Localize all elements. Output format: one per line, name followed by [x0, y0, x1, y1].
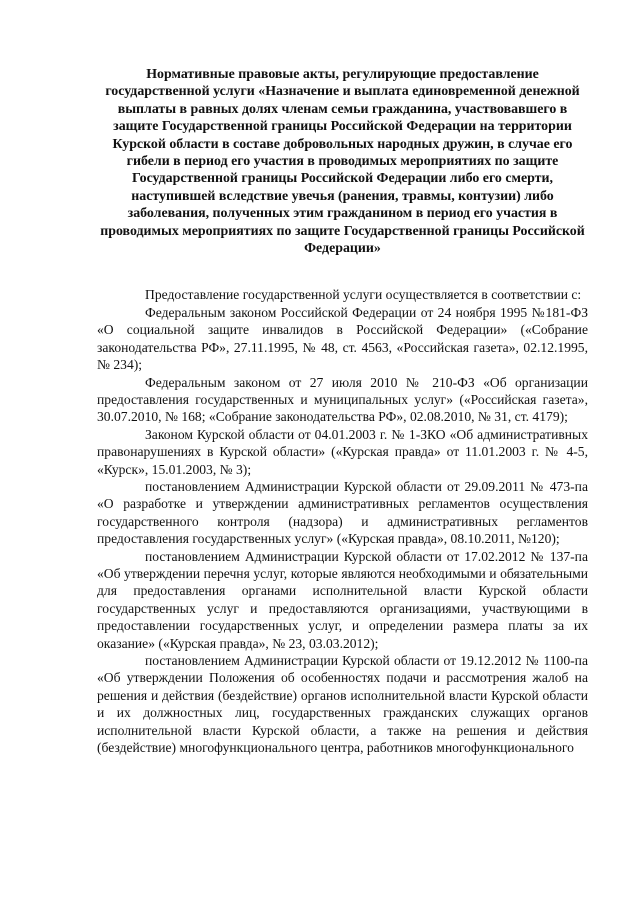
paragraph-resolution-473: постановлением Администрации Курской области от 29.09.2011 № 473-па «О разработке и утверждении административных регламентов осуществления государственного контроля (надзора) и административных регламентов предоставления государственных услуг» («Курская правда», 08.10.2011, №120);	[97, 478, 588, 547]
paragraph-federal-law-181: Федеральным законом Российской Федерации от 24 ноября 1995 №181-ФЗ «О социальной защите инвалидов в Российской Федерации» («Собрание законодательства РФ», 27.11.1995, № 48, ст. 4563, «Российская газета», 02.12.1995, № 234);	[97, 304, 588, 373]
paragraph-intro: Предоставление государственной услуги осуществляется в соответствии с:	[145, 287, 582, 303]
document-title: Нормативные правовые акты, регулирующие предоставление государственной услуги «Назначение и выплата единовременной денежной выплаты в равных долях членам семьи гражданина, участвовавшего в защите Государственной границы Российской Федерации на территории Курской области в составе добровольных народных дружин, в случае его гибели в период его участия в проводимых мероприятиях по защите Государственной границы Российской Федерации либо его смерти, наступившей вследствие увечья (ранения, травмы, контузии) либо заболевания, полученных этим гражданином в период его участия в проводимых мероприятиях по защите Государственной границы Российской Федерации»	[100, 67, 585, 257]
paragraph-kursk-law-1zko: Законом Курской области от 04.01.2003 г. № 1-ЗКО «Об административных правонарушениях в Курской области» («Курская правда» от 11.01.2003 г. № 4-5, «Курск», 15.01.2003, № 3);	[97, 426, 588, 477]
paragraph-resolution-1100: постановлением Администрации Курской области от 19.12.2012 № 1100-па «Об утверждении Положения об особенностях подачи и рассмотрения жалоб на решения и действия (бездействие) органов исполнительной власти Курской области и их должностных лиц, государственных гражданских служащих органов исполнительной власти Курской области, а также на решения и действия (бездействие) многофункционального центра, работников многофункционального	[97, 653, 588, 756]
paragraph-resolution-137: постановлением Администрации Курской области от 17.02.2012 № 137-па «Об утверждении перечня услуг, которые являются необходимыми и обязательными для предоставления органами исполнительной власти Курской области государственных услуг и предоставляются организациями, участвующими в предоставлении государственных услуг, и определении размера платы за их оказание» («Курская правда», № 23, 03.03.2012);	[97, 548, 588, 651]
paragraph-federal-law-210: Федеральным законом от 27 июля 2010 № 210-ФЗ «Об организации предоставления государственных и муниципальных услуг» («Российская газета», 30.07.2010, № 168; «Собрание законодательства РФ», 02.08.2010, № 31, ст. 4179);	[97, 374, 588, 425]
document-body	[97, 286, 588, 756]
